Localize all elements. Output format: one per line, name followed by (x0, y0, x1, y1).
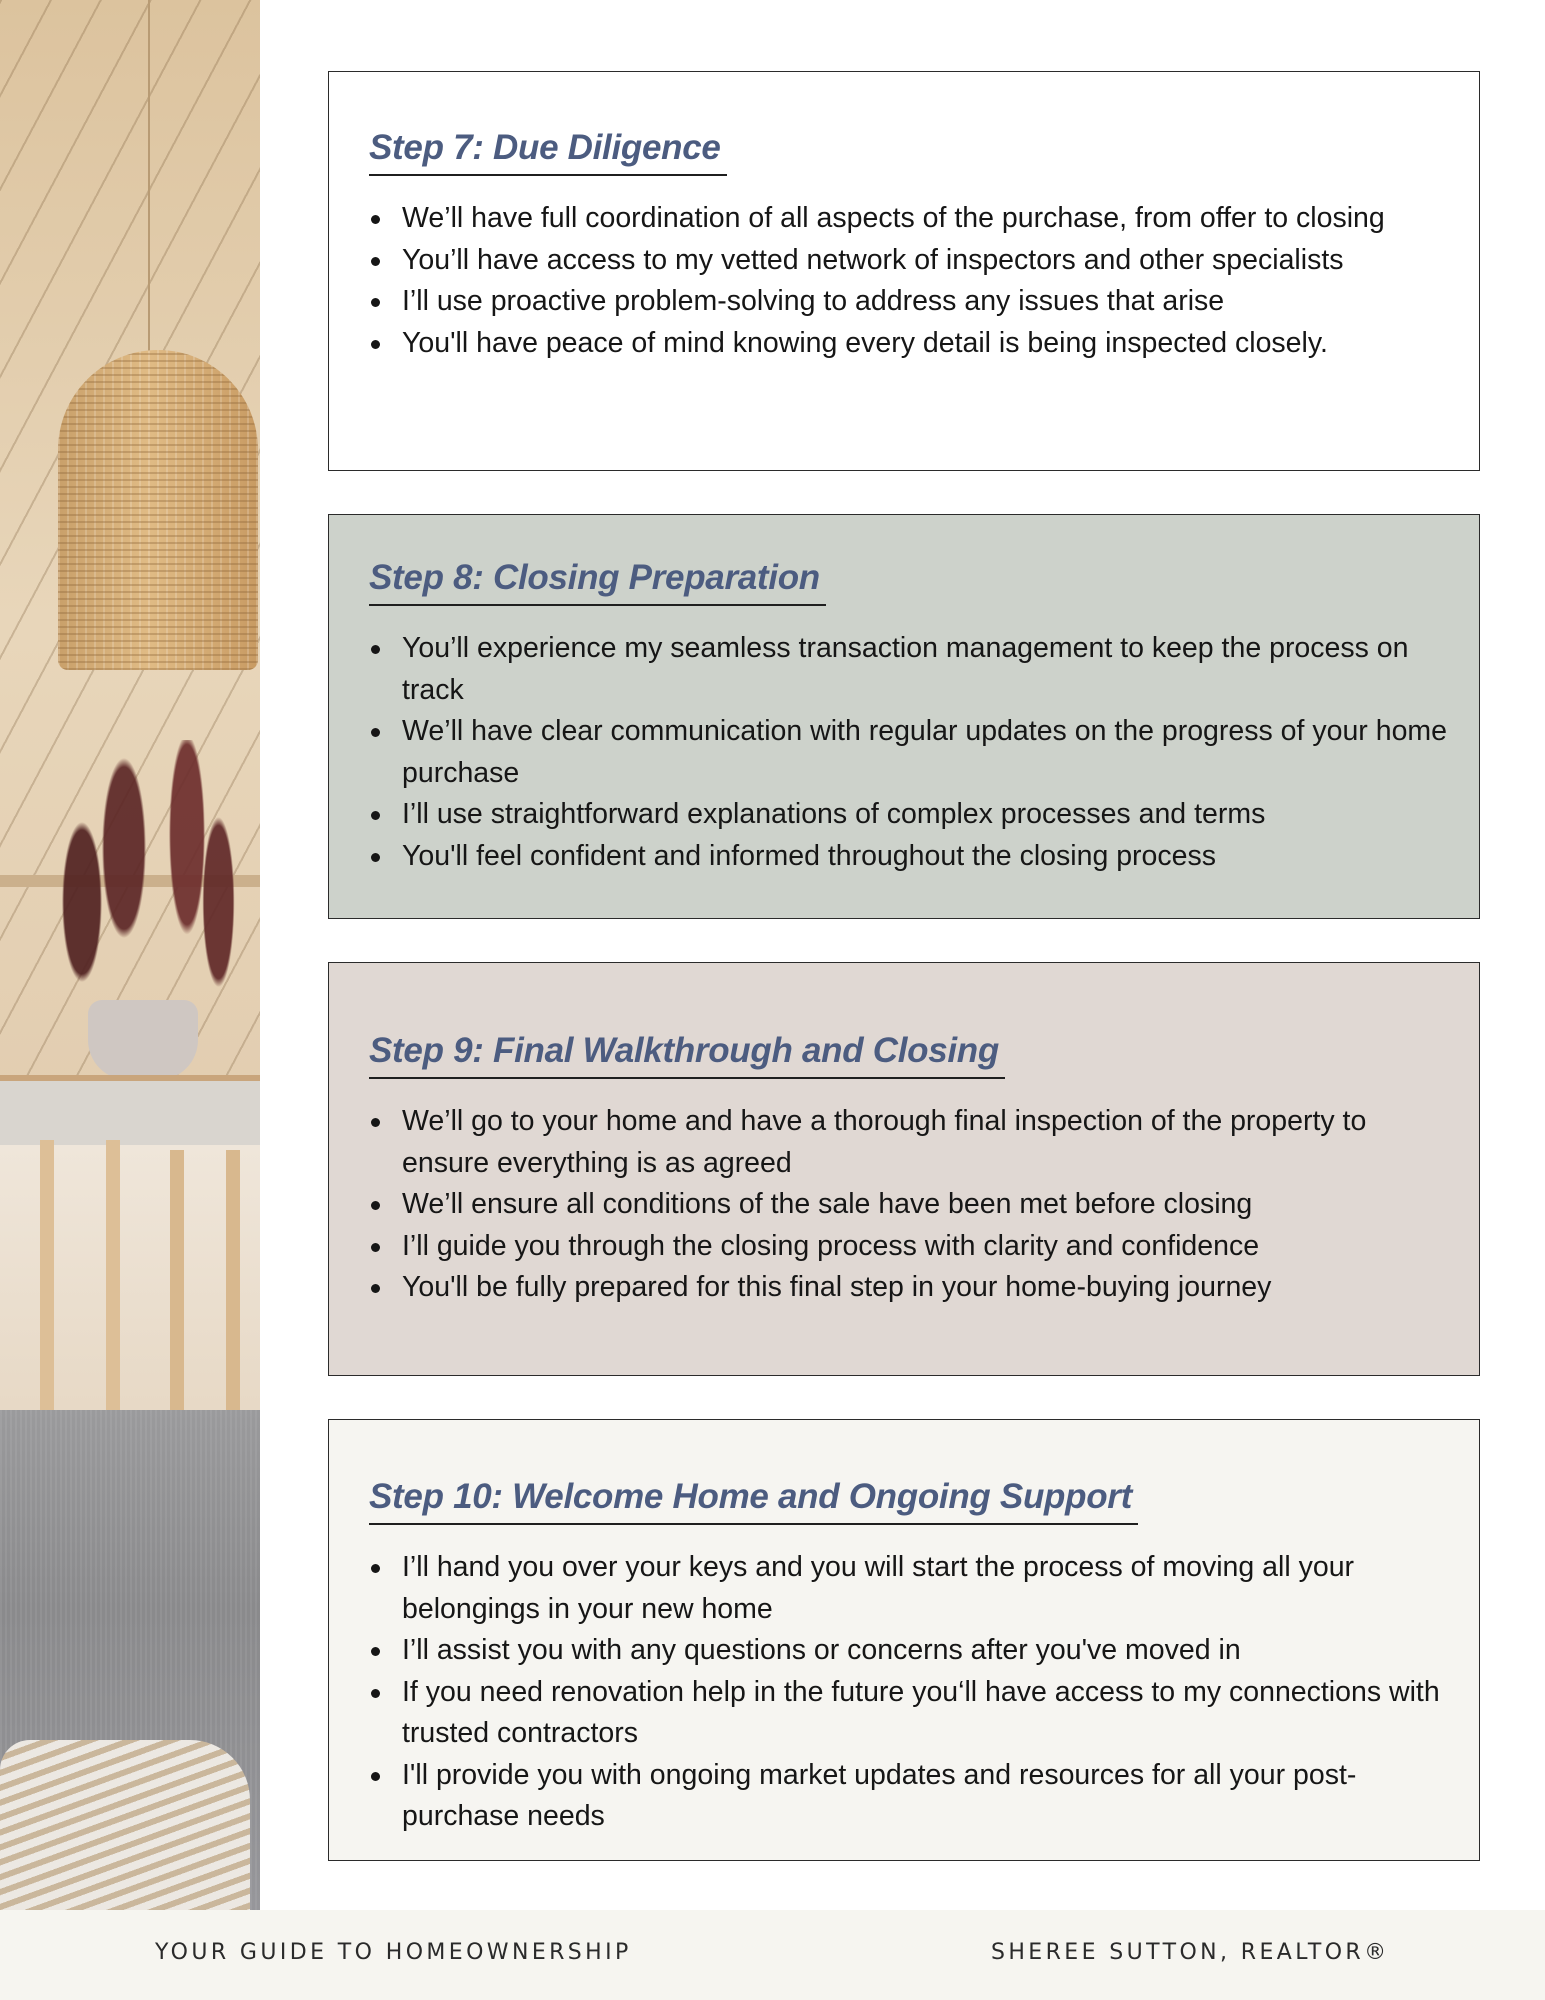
step-8-card (328, 514, 1480, 919)
list-item: We’ll have full coordination of all aspects of the purchase, from offer to closing (369, 198, 1449, 240)
photo-plant-pot (88, 1000, 198, 1080)
photo-chair (40, 1140, 120, 1440)
step-bullet-list (369, 1547, 1449, 1838)
step-title: Step 7: Due Diligence (369, 128, 727, 176)
step-title: Step 9: Final Walkthrough and Closing (369, 1031, 1005, 1079)
list-item: If you need renovation help in the future you‘ll have access to my connections with trusted contractors (369, 1672, 1449, 1755)
list-item: You'll be fully prepared for this final step in your home-buying journey (369, 1267, 1449, 1309)
step-7-card (328, 71, 1480, 471)
list-item: You’ll have access to my vetted network of inspectors and other specialists (369, 240, 1449, 282)
list-item: I'll provide you with ongoing market updates and resources for all your post-purchase needs (369, 1755, 1449, 1838)
photo-basket (0, 1740, 250, 1910)
step-bullet-list (369, 198, 1449, 364)
interior-photo (0, 0, 260, 1910)
photo-rattan-lamp (58, 350, 258, 670)
list-item: I’ll use proactive problem-solving to address any issues that arise (369, 281, 1449, 323)
list-item: I’ll use straightforward explanations of complex processes and terms (369, 794, 1449, 836)
list-item: We’ll go to your home and have a thorough final inspection of the property to ensure everything is as agreed (369, 1101, 1449, 1184)
photo-counter (0, 1075, 260, 1145)
list-item: You'll have peace of mind knowing every detail is being inspected closely. (369, 323, 1449, 365)
list-item: You'll feel confident and informed throughout the closing process (369, 836, 1449, 878)
list-item: I’ll guide you through the closing process with clarity and confidence (369, 1226, 1449, 1268)
list-item: We’ll have clear communication with regular updates on the progress of your home purchase (369, 711, 1449, 794)
list-item: I’ll assist you with any questions or concerns after you've moved in (369, 1630, 1449, 1672)
step-9-card (328, 962, 1480, 1376)
page-footer (0, 1910, 1545, 2000)
photo-plant-leaves (40, 740, 250, 1010)
list-item: I’ll hand you over your keys and you will start the process of moving all your belongings in your new home (369, 1547, 1449, 1630)
photo-lamp-cord (148, 0, 150, 355)
step-title: Step 8: Closing Preparation (369, 558, 826, 606)
footer-guide-title: YOUR GUIDE TO HOMEOWNERSHIP (155, 1940, 632, 1965)
step-bullet-list (369, 1101, 1449, 1309)
step-title: Step 10: Welcome Home and Ongoing Support (369, 1477, 1138, 1525)
step-bullet-list (369, 628, 1449, 877)
footer-realtor-name: SHEREE SUTTON, REALTOR® (991, 1940, 1390, 1965)
step-10-card (328, 1419, 1480, 1861)
list-item: We’ll ensure all conditions of the sale have been met before closing (369, 1184, 1449, 1226)
photo-chair (170, 1150, 240, 1440)
list-item: You’ll experience my seamless transaction management to keep the process on track (369, 628, 1449, 711)
